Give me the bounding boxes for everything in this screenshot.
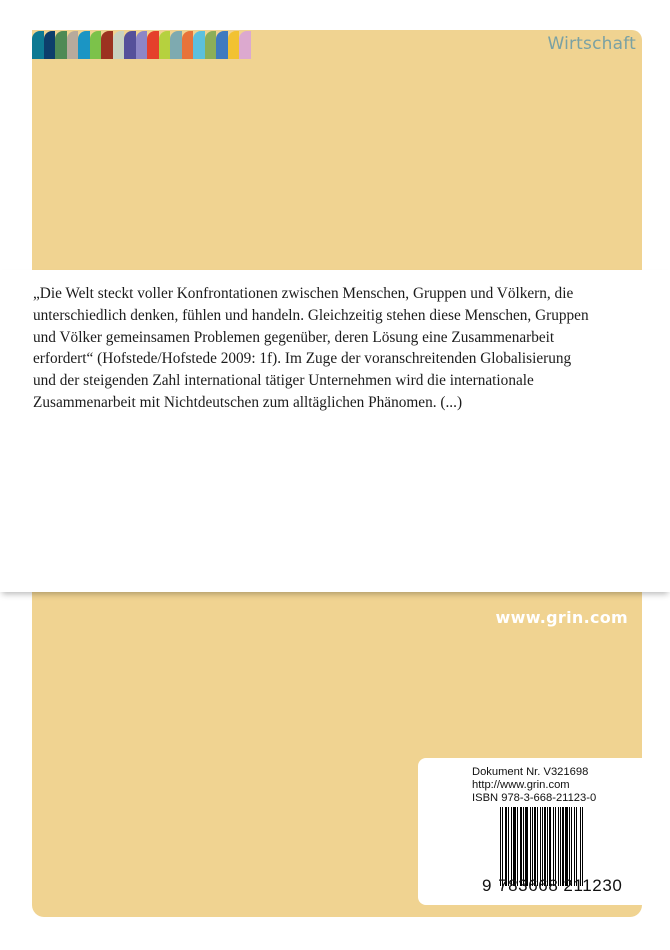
barcode-digit-group: 211230: [563, 876, 623, 895]
color-stripe: [55, 31, 67, 59]
color-stripe: [113, 31, 125, 59]
color-stripe: [182, 31, 194, 59]
blurb-line: „Die Welt steckt voller Konfrontationen zwischen Menschen, Gruppen und Völkern, die: [33, 285, 574, 302]
blurb-line: Zusammenarbeit mit Nichtdeutschen zum alltäglichen Phänomen. (...): [33, 393, 463, 411]
document-info: [472, 766, 596, 804]
cover-top-panel: [32, 30, 642, 270]
color-stripe: [147, 31, 159, 59]
color-stripe: [193, 31, 205, 59]
color-stripe: [67, 31, 79, 59]
color-stripe: [239, 31, 251, 59]
color-stripe: [32, 31, 44, 59]
barcode-digits: [482, 876, 622, 896]
blurb-text: [33, 283, 643, 414]
blurb-line: unterschiedlich denken, fühlen und handeln. Gleichzeitig stehen diese Menschen, Gruppen: [33, 306, 589, 324]
color-stripe: [228, 31, 240, 59]
document-number: Dokument Nr. V321698: [472, 766, 589, 778]
category-label: Wirtschaft: [547, 34, 636, 54]
blurb-line: und der steigenden Zahl international tätiger Unternehmen wird die internationale: [33, 372, 534, 390]
color-stripe: [136, 31, 148, 59]
blurb-line: und Völker gemeinsamen Problemen gegenüber, deren Lösung eine Zusammenarbeit: [33, 328, 555, 346]
color-stripe: [78, 31, 90, 59]
color-stripe: [124, 31, 136, 59]
barcode-icon: [500, 807, 628, 886]
color-stripe: [159, 31, 171, 59]
color-stripe: [216, 31, 228, 59]
barcode-digit-group: 783668: [498, 876, 559, 895]
cover-bottom-panel: [32, 592, 642, 917]
color-stripe: [101, 31, 113, 59]
blurb-line: erfordert“ (Hofstede/Hofstede 2009: 1f). Im Zuge der voranschreitenden Globalisierung: [33, 350, 572, 368]
publisher-url: www.grin.com: [495, 608, 628, 627]
barcode-box: [418, 758, 642, 905]
color-stripe: [44, 31, 56, 59]
color-stripes: [32, 31, 251, 59]
color-stripe: [170, 31, 182, 59]
color-stripe: [90, 31, 102, 59]
barcode-lead-digit: 9: [482, 876, 493, 895]
color-stripe: [205, 31, 217, 59]
isbn-label: ISBN 978-3-668-21123-0: [472, 791, 597, 804]
publisher-website: http://www.grin.com: [472, 778, 570, 791]
blurb-band: [0, 270, 670, 592]
